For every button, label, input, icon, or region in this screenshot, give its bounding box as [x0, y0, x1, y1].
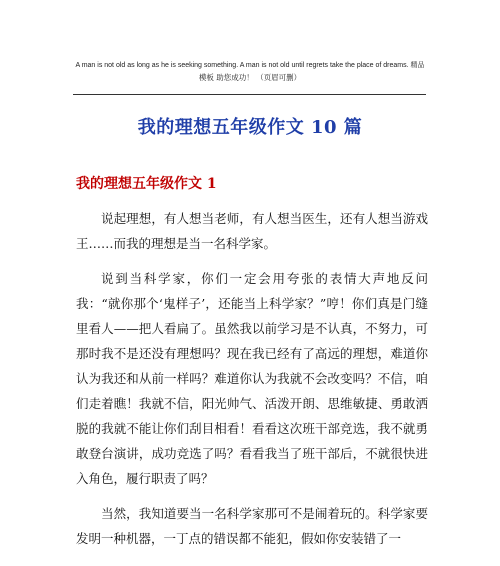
section-heading: 我的理想五年级作文 1 [76, 176, 217, 192]
document-title: 我的理想五年级作文 10 篇 [137, 117, 363, 138]
paragraph: 说到当科学家，你们一定会用夸张的表情大声地反问我：“就你那个‘鬼样子’，还能当上科学家？”哼！你们真是门缝里看人——把人看扁了。虽然我以前学习是不认真，不努力，可那时我不是还没有理想吗？现在我已经有了高远的理想，难道你认为我还和从前一样吗？难道你认为我就不会改变吗？不信，咱们走着瞧！我就不信，阳光帅气、活泼开朗、思维敏捷、勇敢洒脱的我就不能让你们刮目相看！看看这次班干部竞选，我不就勇敢登台演讲，成功竞选了吗？看看我当了班干部后，不就很快进入角色，履行职责了吗？ [76, 271, 428, 486]
page-header-quote: A man is not old as long as he is seeking something. A man is not old until regrets take the place of dreams. 精品 [75, 62, 425, 69]
paragraph: 说起理想，有人想当老师，有人想当医生，还有人想当游戏王……而我的理想是当一名科学家。 [76, 211, 428, 251]
essay-body [76, 206, 428, 561]
page-header-note: 模板 助您成功！ （页眉可删） [198, 73, 302, 82]
header-divider [73, 94, 426, 95]
paragraph: 当然，我知道要当一名科学家那可不是闹着玩的。科学家要发明一种机器，一丁点的错误都不能犯，假如你安装错了一 [76, 506, 428, 546]
